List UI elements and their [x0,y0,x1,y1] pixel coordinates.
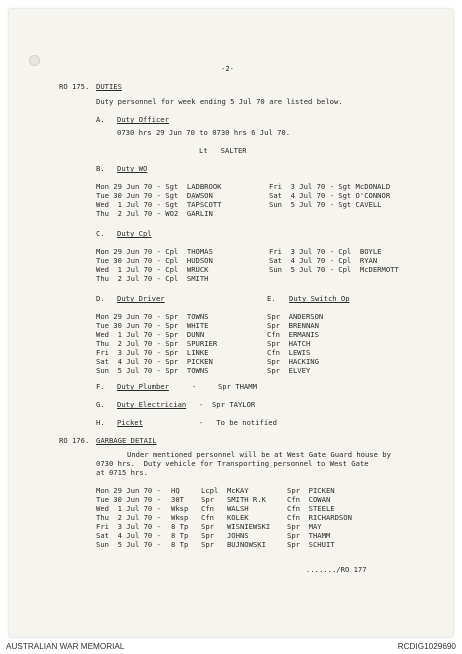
section-f-title: Duty Plumber [117,382,169,391]
section-b-title: Duty WO [117,164,148,173]
duty-driver-row: Fri 3 Jul 70 - Spr LINKE [96,348,209,357]
garbage-cell-p2: Spr PICKEN [287,486,335,495]
section-d-letter: D. [96,294,105,303]
section-e-letter: E. [267,294,276,303]
continuation-note: ......./RO 177 [306,565,367,574]
page-number: -2- [221,64,234,73]
garbage-cell-unit: 30T [171,495,184,504]
section-c-title: Duty Cpl [117,229,152,238]
duty-switch-op-row: Cfn ERMANIS [267,330,319,339]
garbage-cell-p1: Spr JOHNS [201,531,249,540]
duty-officer-period: 0730 hrs 29 Jun 70 to 0730 hrs 6 Jul 70. [117,128,291,137]
duty-cpl-row: Tue 30 Jun 70 - Cpl HUDSON [96,256,213,265]
garbage-cell-day: Tue 30 Jun 70 - [96,495,161,504]
duty-cpl-row: Thu 2 Jul 70 - Cpl SMITH [96,274,209,283]
footer-institution: AUSTRALIAN WAR MEMORIAL [6,642,125,651]
duty-driver-row: Sat 4 Jul 70 - Spr PICKEN [96,357,213,366]
garbage-cell-p2: Cfn RICHARDSON [287,513,352,522]
garbage-cell-p2: Spr THAMM [287,531,331,540]
duty-switch-op-row: Spr BRENNAN [267,321,319,330]
garbage-cell-unit: Wksp [171,504,189,513]
section-h-title: Picket [117,418,143,427]
duty-wo-row: Thu 2 Jul 70 - WO2 GARLIN [96,209,213,218]
garbage-cell-p2: Spr MAY [287,522,322,531]
garbage-cell-day: Thu 2 Jul 70 - [96,513,161,522]
section-g-letter: G. [96,400,105,409]
section-b-letter: B. [96,164,105,173]
duty-driver-row: Tue 30 Jun 70 - Spr WHITE [96,321,209,330]
section-c-letter: C. [96,229,105,238]
duty-plumber-value: - Spr THAMM [192,382,257,391]
footer-record-id: RCDIG1029690 [397,642,456,651]
garbage-cell-p1: Spr SMITH R.K [201,495,266,504]
duty-cpl-row: Wed 1 Jul 70 - Cpl WRUCK [96,265,209,274]
duty-driver-row: Sun 5 Jul 70 - Spr TOWNS [96,366,209,375]
duty-wo-row: Wed 1 Jul 70 - Sgt TAPSCOTT [96,200,222,209]
garbage-cell-day: Fri 3 Jul 70 - [96,522,161,531]
duty-switch-op-row: Spr HACKING [267,357,319,366]
duty-switch-op-row: Spr ANDERSON [267,312,324,321]
duty-wo-row: Tue 30 Jun 70 - Sgt DAWSON [96,191,213,200]
duty-electrician-value: - Spr TAYLOR [199,400,256,409]
duty-switch-op-row: Cfn LEWIS [267,348,311,357]
ro175-intro: Duty personnel for week ending 5 Jul 70 are listed below. [96,97,343,106]
duty-wo-row: Sun 5 Jul 70 - Sgt CAVELL [269,200,382,209]
duty-driver-row: Mon 29 Jun 70 - Spr TOWNS [96,312,209,321]
section-g-title: Duty Electrician [117,400,187,409]
ro176-para-line-1: Under mentioned personnel will be at West Gate Guard house by [127,450,391,459]
section-d-title: Duty Driver [117,294,165,303]
duty-officer-name: Lt SALTER [199,146,247,155]
garbage-cell-day: Sat 4 Jul 70 - [96,531,161,540]
garbage-cell-p1: Cfn WALSH [201,504,249,513]
garbage-cell-day: Wed 1 Jul 70 - [96,504,161,513]
garbage-cell-day: Mon 29 Jun 70 - [96,486,161,495]
archive-footer [0,640,462,654]
garbage-cell-unit: 8 Tp [171,522,189,531]
duty-switch-op-row: Spr ELVEY [267,366,311,375]
garbage-cell-p1: Cfn KOLEK [201,513,249,522]
section-a-title: Duty Officer [117,115,169,124]
picket-value: - To be notified [199,418,277,427]
garbage-cell-unit: 8 Tp [171,540,189,549]
garbage-cell-unit: 8 Tp [171,531,189,540]
punch-hole [29,55,40,66]
duty-wo-row: Mon 29 Jun 70 - Sgt LADBROOK [96,182,222,191]
garbage-cell-p2: Cfn STEELE [287,504,335,513]
duty-wo-row: Sat 4 Jul 70 - Sgt O'CONNOR [269,191,391,200]
duty-switch-op-row: Spr HATCH [267,339,311,348]
ro176-heading: GARBAGE DETAIL [96,436,157,445]
ro176-para-line-2: 0730 hrs. Duty vehicle for Transporting personnel to West Gate [96,459,369,468]
garbage-cell-day: Sun 5 Jul 70 - [96,540,161,549]
garbage-cell-p2: Cfn COWAN [287,495,331,504]
ro175-heading: DUTIES [96,82,122,91]
section-h-letter: H. [96,418,105,427]
garbage-cell-p1: Spr WISNIEWSKI [201,522,271,531]
duty-cpl-row: Sun 5 Jul 70 - Cpl McDERMOTT [269,265,399,274]
duty-driver-row: Thu 2 Jul 70 - Spr SPURIER [96,339,218,348]
ro175-ref: RO 175. [59,82,90,91]
garbage-cell-unit: HQ [171,486,180,495]
ro176-ref: RO 176. [59,436,90,445]
ro176-para-line-3: at 0715 hrs. [96,468,148,477]
document-page [9,9,453,637]
garbage-cell-p2: Spr SCHUIT [287,540,335,549]
duty-cpl-row: Sat 4 Jul 70 - Cpl RYAN [269,256,378,265]
section-e-title: Duty Switch Op [289,294,350,303]
garbage-cell-unit: Wksp [171,513,189,522]
section-f-letter: F. [96,382,105,391]
garbage-cell-p1: Lcpl McKAY [201,486,249,495]
duty-wo-row: Fri 3 Jul 70 - Sgt McDONALD [269,182,391,191]
garbage-cell-p1: Spr BUJNOWSKI [201,540,266,549]
duty-driver-row: Wed 1 Jul 70 - Spr DUNN [96,330,205,339]
duty-cpl-row: Mon 29 Jun 70 - Cpl THOMAS [96,247,213,256]
section-a-letter: A. [96,115,105,124]
duty-cpl-row: Fri 3 Jul 70 - Cpl BOYLE [269,247,382,256]
